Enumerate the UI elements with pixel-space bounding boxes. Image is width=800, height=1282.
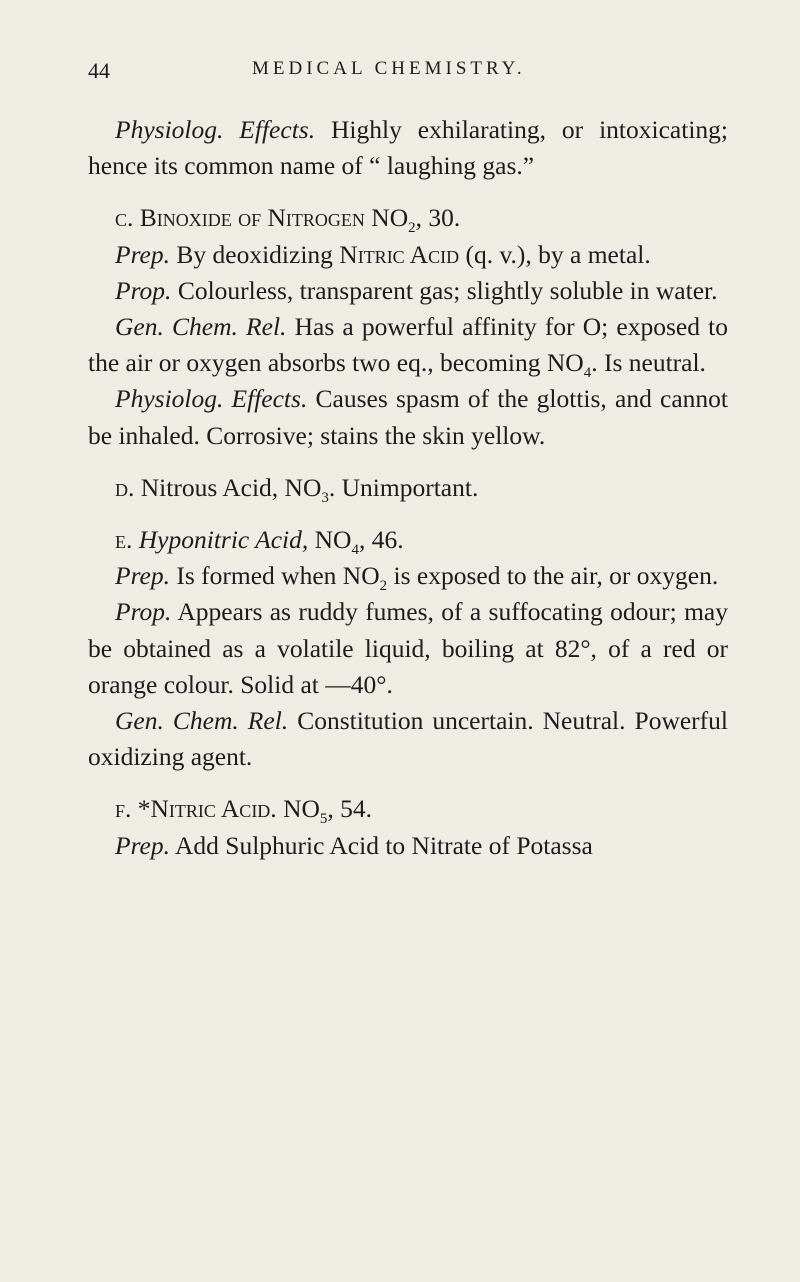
formula-subscript: 2 <box>408 220 416 237</box>
equivalent-weight: , 46. <box>358 525 404 555</box>
label-prop: Prop. <box>115 275 172 305</box>
paragraph-text: Appears as ruddy fumes, of a suffocating odour; may be obtained as a volatile liquid, boiling at 82°, of a red or orange colour. Solid at —40°. <box>88 597 728 699</box>
formula: NO <box>276 794 320 824</box>
label-prep: Prep. <box>115 830 170 860</box>
section-letter: d. <box>115 472 135 502</box>
section-letter: e. <box>115 525 133 555</box>
paragraph-text: Colourless, transparent gas; slightly soluble in water. <box>171 275 718 305</box>
formula-subscript: 4 <box>583 365 592 382</box>
paragraph-text: . Is neutral. <box>591 348 706 378</box>
formula-subscript: 5 <box>319 811 328 828</box>
heading-nitrous-acid <box>88 470 728 506</box>
heading-binoxide-of-nitrogen <box>88 200 728 236</box>
paragraph-text: Has a powerful affinity for O; exposed to the air or oxygen absorbs two eq., becoming NO <box>88 312 728 378</box>
cross-reference: Nitric Acid <box>339 239 460 269</box>
paragraph-text: Highly exhilarating, or intoxicating; hence its common name of “ laughing gas.” <box>88 115 728 181</box>
formula-subscript: 2 <box>379 578 388 595</box>
heading-hyponitric-acid <box>88 522 728 558</box>
label-physiolog-effects: Physiolog. Effects. <box>115 384 308 414</box>
formula: NO <box>308 525 352 555</box>
paragraph-binoxide-physiolog <box>88 381 728 453</box>
running-head <box>88 58 728 88</box>
paragraph-text: Is formed when NO <box>170 561 380 591</box>
paragraph-binoxide-prop <box>88 273 728 309</box>
paragraph-text: Add Sulphuric Acid to Nitrate of Potassa <box>170 830 593 860</box>
page-number: 44 <box>88 58 110 83</box>
equivalent-weight: , 30. <box>415 203 461 233</box>
section-letter: c. <box>115 203 134 233</box>
body-text <box>88 112 728 864</box>
paragraph-nitrous-oxide-effects <box>88 112 728 184</box>
heading-nitric-acid <box>88 791 728 827</box>
label-prep: Prep. <box>115 239 170 269</box>
formula-subscript: 3 <box>321 489 329 506</box>
running-title: MEDICAL CHEMISTRY. <box>252 58 526 79</box>
paragraph-text: (q. v.), by a metal. <box>459 239 651 269</box>
section-heading: Nitrous Acid, NO <box>134 472 322 502</box>
equivalent-weight: , 54. <box>327 794 373 824</box>
paragraph-text: By deoxidizing <box>170 239 340 269</box>
paragraph-text: Constitution uncertain. Neutral. Powerful oxidizing agent. <box>88 706 728 772</box>
label-gen-chem-rel: Gen. Chem. Rel. <box>115 706 289 736</box>
paragraph-hyponitric-prop <box>88 594 728 703</box>
paragraph-binoxide-prep <box>88 237 728 273</box>
paragraph-hyponitric-prep <box>88 558 728 594</box>
paragraph-text: is exposed to the air, or oxygen. <box>387 561 719 591</box>
label-physiolog-effects: Physiolog. Effects. <box>115 115 316 144</box>
paragraph-hyponitric-gen-chem <box>88 703 728 775</box>
section-heading: *Nitric Acid. <box>131 794 277 824</box>
section-heading: Binoxide of Nitrogen NO <box>133 203 409 233</box>
label-prop: Prop. <box>115 597 172 627</box>
formula-subscript: 4 <box>351 542 359 559</box>
label-gen-chem-rel: Gen. Chem. Rel. <box>115 312 287 342</box>
paragraph-text: . Unimportant. <box>328 472 479 502</box>
section-letter: f. <box>115 794 132 824</box>
section-heading: Hyponitric Acid, <box>132 525 309 555</box>
paragraph-nitric-prep <box>88 828 728 864</box>
paragraph-text: Causes spasm of the glottis, and cannot be inhaled. Corrosive; stains the skin yellow. <box>88 384 728 450</box>
paragraph-binoxide-gen-chem <box>88 309 728 381</box>
label-prep: Prep. <box>115 561 170 591</box>
